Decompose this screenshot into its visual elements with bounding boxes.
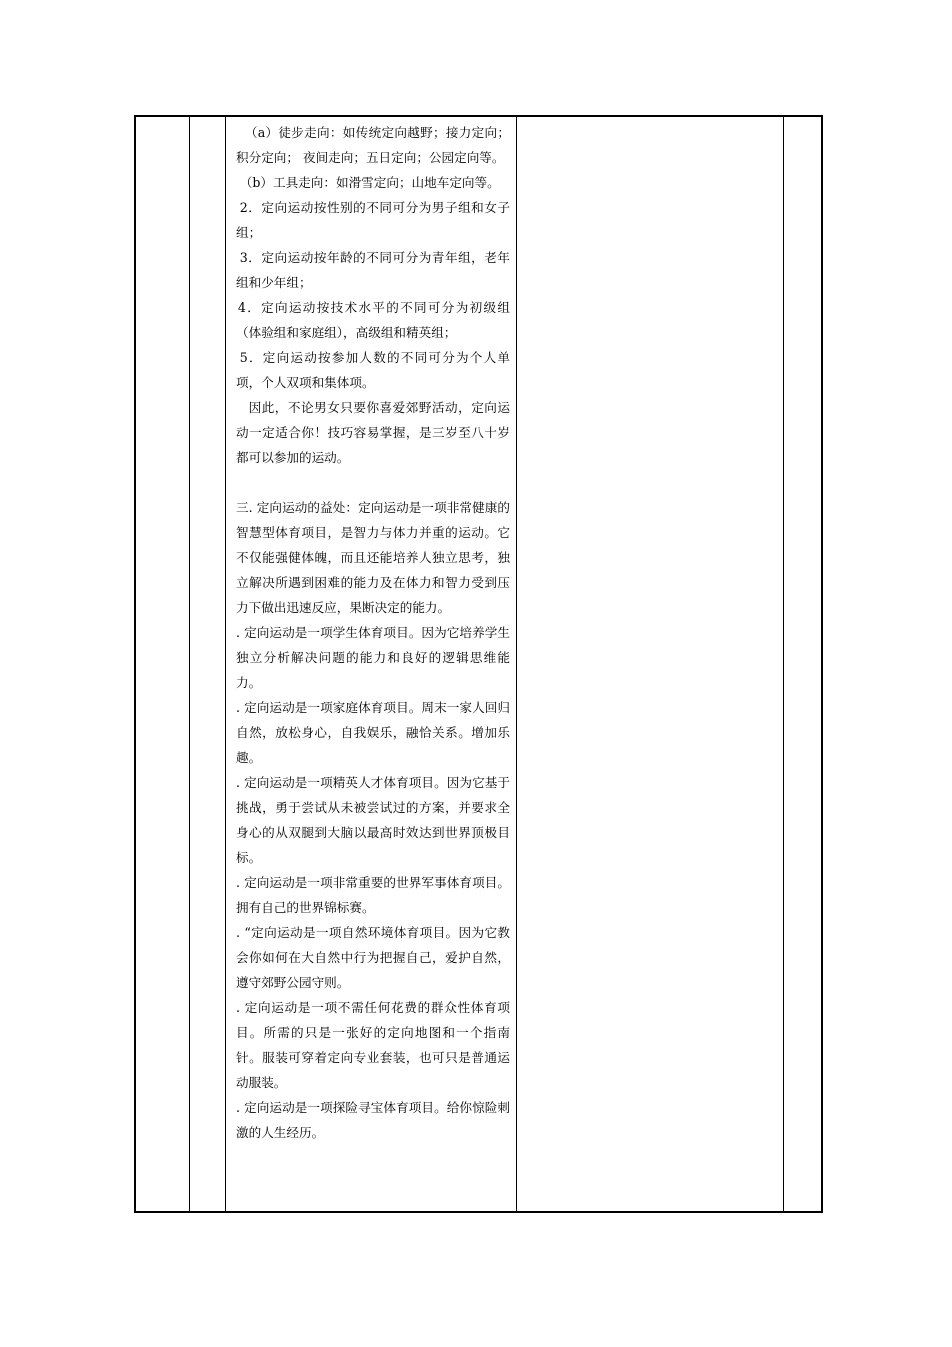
table-cell-content xyxy=(226,116,517,1212)
paragraph-a-walking: （a）徒步走向：如传统定向越野；接力定向；积分定向； 夜间走向；五日定向；公园定向等。 xyxy=(236,125,510,165)
paragraph-nature-sport: . “定向运动是一项自然环境体育项目。因为它教会你如何在大自然中行为把握自己，爱护自然，遵守郊野公园守则。 xyxy=(236,925,510,990)
paragraph-5-count: 5．定向运动按参加人数的不同可分为个人单项，个人双项和集体项。 xyxy=(236,350,510,390)
lesson-table xyxy=(134,115,823,1213)
paragraph-4-skill: 4．定向运动按技术水平的不同可分为初级组（体验组和家庭组），高级组和精英组； xyxy=(236,300,510,340)
paragraph-elite-sport: . 定向运动是一项精英人才体育项目。因为它基于挑战，勇于尝试从未被尝试过的方案，并要求全身心的从双腿到大脑以最高时效达到世界顶极目标。 xyxy=(236,775,510,865)
paragraph-b-tools: （b）工具走向：如滑雪定向；山地车定向等。 xyxy=(239,175,500,190)
table-cell-col4 xyxy=(517,116,784,1212)
paragraph-mass-sport: . 定向运动是一项不需任何花费的群众性体育项目。所需的只是一张好的定向地图和一个指南针。服装可穿着定向专业套装，也可只是普通运动服装。 xyxy=(236,1000,510,1090)
table-cell-col1 xyxy=(135,116,190,1212)
content-text xyxy=(226,117,516,1145)
paragraph-conclusion: 因此，不论男女只要你喜爱郊野活动，定向运动一定适合你！技巧容易掌握，是三岁至八十岁都可以参加的运动。 xyxy=(236,400,510,465)
paragraph-family-sport: . 定向运动是一项家庭体育项目。周末一家人回归自然，放松身心，自我娱乐，融恰关系。增加乐趣。 xyxy=(236,700,510,765)
paragraph-adventure-sport: . 定向运动是一项探险寻宝体育项目。给你惊险刺激的人生经历。 xyxy=(236,1100,510,1140)
paragraph-3-age: 3．定向运动按年龄的不同可分为青年组，老年组和少年组； xyxy=(236,250,510,290)
paragraph-student-sport: . 定向运动是一项学生体育项目。因为它培养学生独立分析解决问题的能力和良好的逻辑思维能力。 xyxy=(236,625,510,690)
table-cell-col2 xyxy=(190,116,226,1212)
paragraph-benefits-heading: 三. 定向运动的益处：定向运动是一项非常健康的智慧型体育项目，是智力与体力并重的运动。它不仅能强健体魄，而且还能培养人独立思考，独立解决所遇到困难的能力及在体力和智力受到压力下做出迅速反应，果断决定的能力。 xyxy=(236,500,510,615)
paragraph-2-gender: 2．定向运动按性别的不同可分为男子组和女子组； xyxy=(236,200,510,240)
table-row xyxy=(135,116,822,1212)
table-cell-col5 xyxy=(784,116,823,1212)
blank-line xyxy=(236,470,510,495)
paragraph-military-sport: . 定向运动是一项非常重要的世界军事体育项目。拥有自己的世界锦标赛。 xyxy=(236,875,510,915)
